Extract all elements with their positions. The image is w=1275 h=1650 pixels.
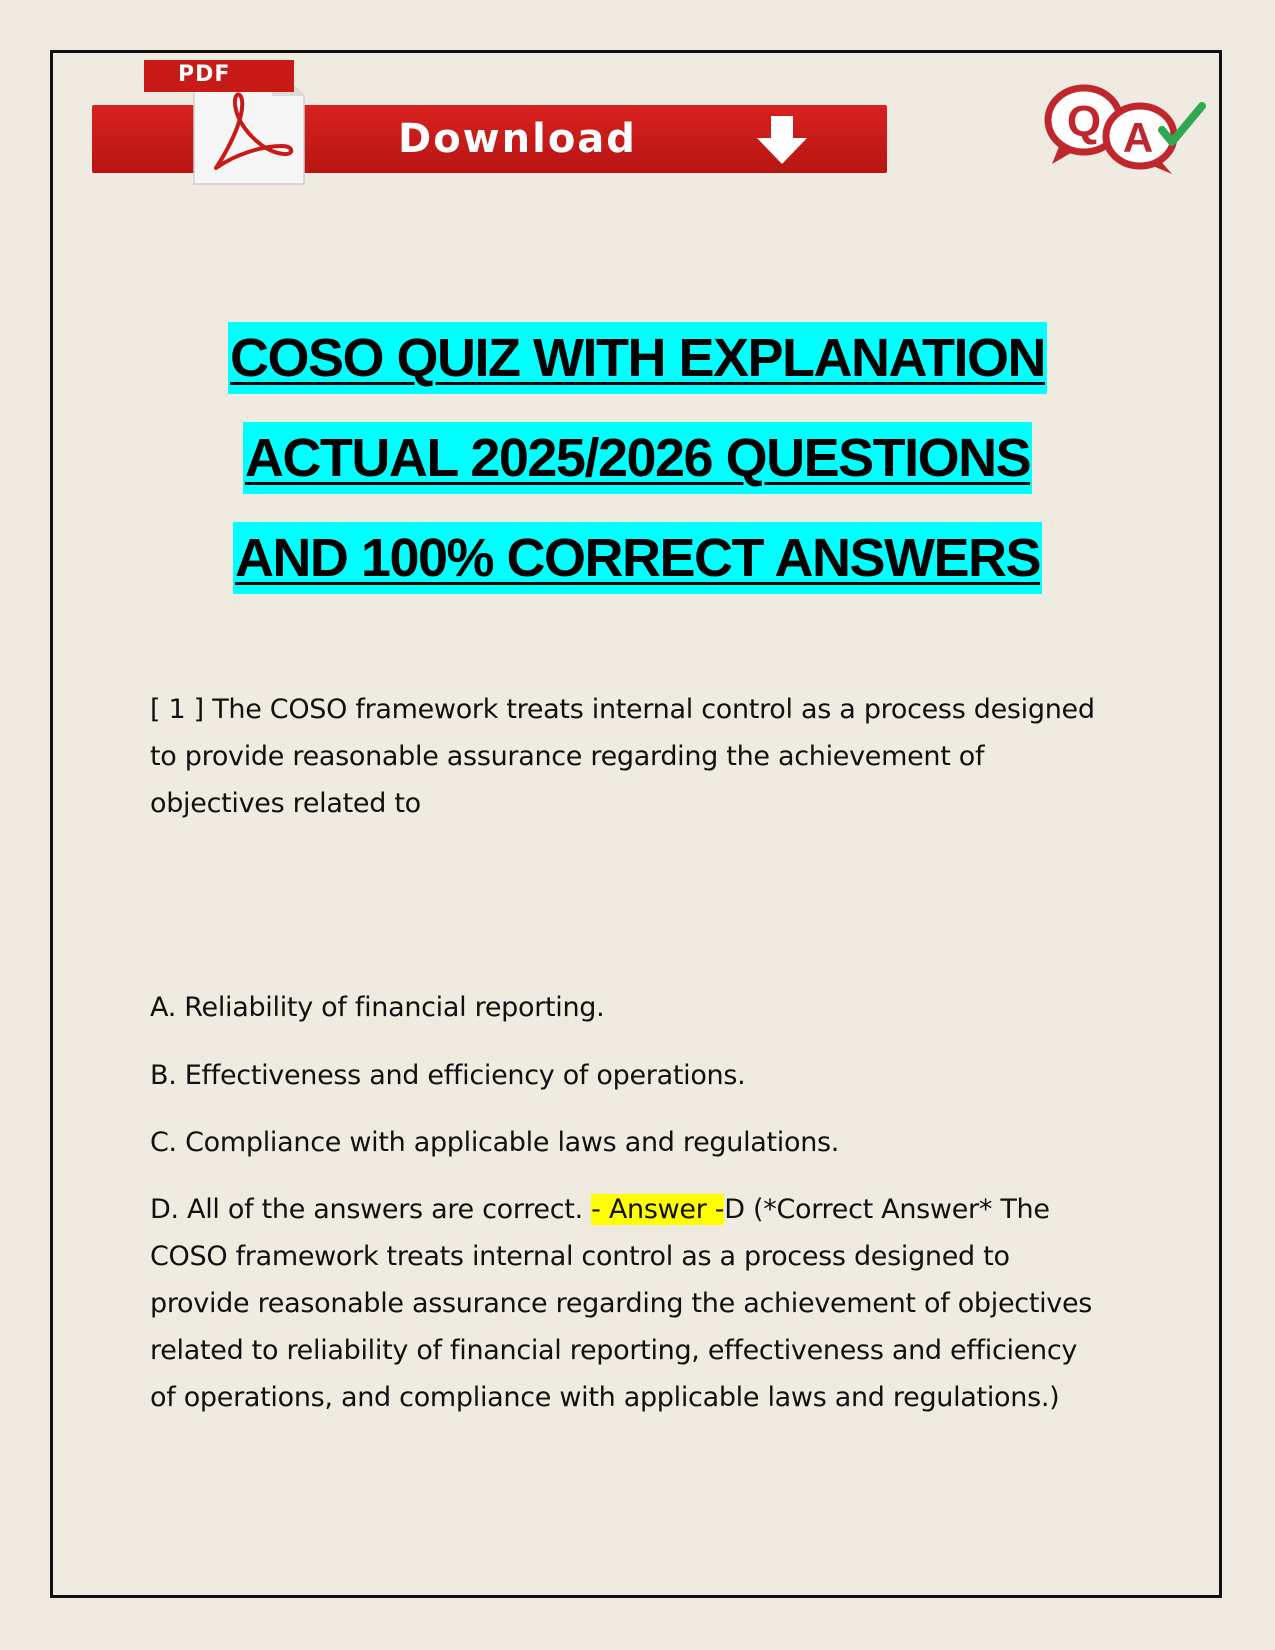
down-arrow-icon bbox=[757, 116, 807, 164]
title-line-3: AND 100% CORRECT ANSWERS bbox=[0, 508, 1275, 608]
a-letter: A bbox=[1122, 114, 1154, 161]
question-text: [ 1 ] The COSO framework treats internal control as a process designed to provide reasonable assurance regarding the achievement of objectives related to bbox=[150, 694, 1095, 819]
download-label[interactable]: Download bbox=[398, 116, 637, 162]
answer-tag: - Answer - bbox=[591, 1194, 725, 1225]
pdf-tab-label: PDF bbox=[178, 62, 231, 87]
pdf-file-icon bbox=[144, 60, 306, 185]
q-letter: Q bbox=[1066, 97, 1102, 146]
pdf-download-banner[interactable] bbox=[92, 60, 887, 185]
title-line-2: ACTUAL 2025/2026 QUESTIONS bbox=[0, 408, 1275, 508]
option-d: D. All of the answers are correct. bbox=[150, 1194, 592, 1225]
answer-explanation: D (*Correct Answer* The COSO framework treats internal control as a process designed to provide reasonable assurance regarding the achievement of objectives related to reliability of financial reporting, effectiveness and efficiency of operations, and compliance with applicable laws and regulations.) bbox=[150, 1194, 1093, 1413]
option-a: A. Reliability of financial reporting. bbox=[150, 992, 605, 1023]
option-c: C. Compliance with applicable laws and regulations. bbox=[150, 1127, 840, 1158]
option-b: B. Effectiveness and efficiency of operations. bbox=[150, 1060, 746, 1091]
option-d-with-answer bbox=[150, 1186, 1110, 1421]
document-title bbox=[0, 308, 1275, 608]
qa-logo bbox=[1040, 78, 1208, 178]
title-line-1: COSO QUIZ WITH EXPLANATION bbox=[0, 308, 1275, 408]
